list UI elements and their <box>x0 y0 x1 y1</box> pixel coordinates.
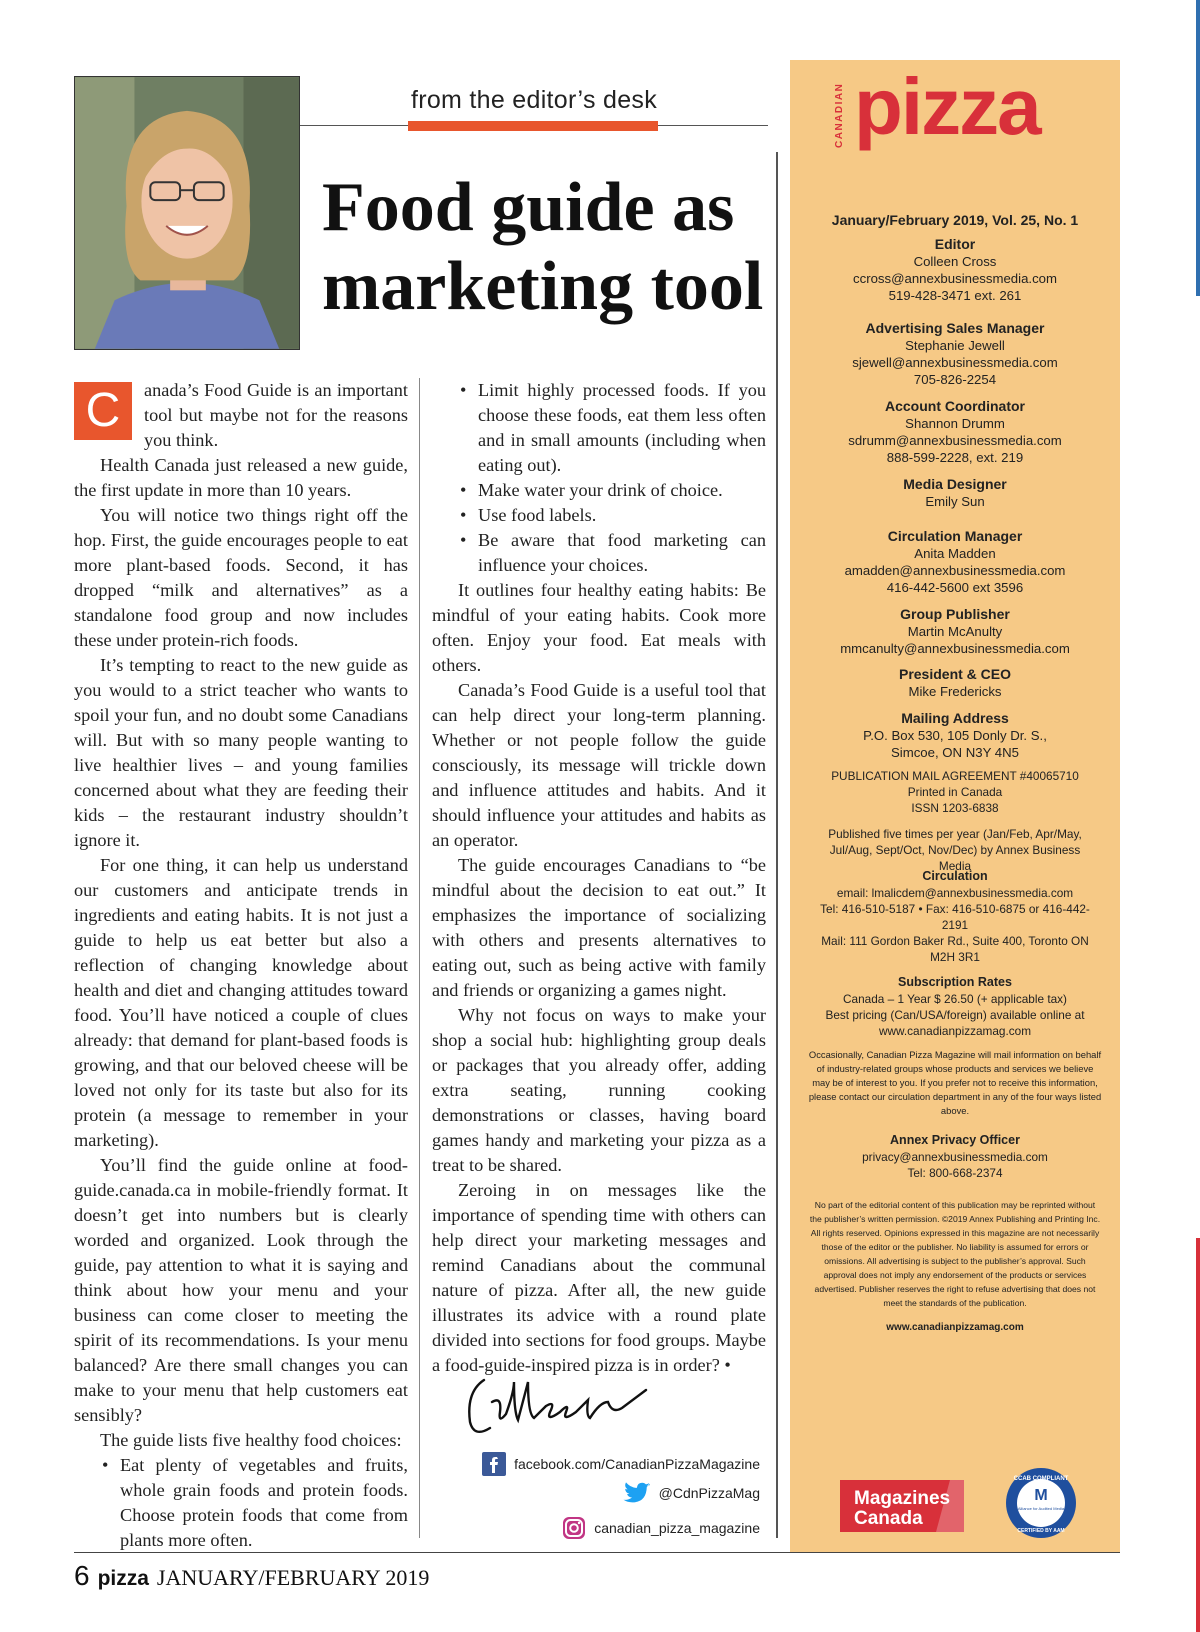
issn: ISSN 1203-6838 <box>911 801 999 815</box>
list-item: • Eat plenty of vegetables and fruits, whole grain foods and protein foods. Choose protein foods that come from plants more often. <box>74 1453 408 1553</box>
editor-portrait-icon <box>75 77 299 349</box>
disclaimer-text: No part of the editorial content of this publication may be reprinted without the publisher’s written permission. ©2019 Annex Publishing and Printing Inc. All rights reserved. Opinions expressed in this magazine are not necessarily those of the editor or the publisher. No liability is assumed for errors or omissions. All advertising is subject to the publisher’s approval. Such approval does not imply any endorsement of the products or services advertised. Publisher reserves the right to refuse advertising that does not meet the standards of the publication. <box>809 1200 1101 1308</box>
facebook-handle: facebook.com/CanadianPizzaMagazine <box>514 1456 760 1472</box>
canadian-pizza-logo <box>830 68 1070 158</box>
masthead-subscriptions <box>790 974 1120 1039</box>
masthead-designer <box>790 476 1120 510</box>
twitter-icon <box>623 1482 651 1504</box>
masthead-frequency <box>790 826 1120 874</box>
editor-photo <box>74 76 300 350</box>
paragraph: The guide lists five healthy food choices: <box>100 1430 402 1450</box>
person-name: Stephanie Jewell <box>905 338 1005 353</box>
website-link[interactable]: www.canadianpizzamag.com <box>886 1322 1024 1333</box>
food-choices-list <box>74 1453 408 1553</box>
role-title: Annex Privacy Officer <box>890 1133 1020 1147</box>
person-phone: 519-428-3471 ext. 261 <box>888 288 1022 303</box>
role-title: Circulation <box>922 869 988 883</box>
masthead-publisher <box>790 606 1120 657</box>
footer-issue: JANUARY/FEBRUARY 2019 <box>156 1565 430 1590</box>
article-headline: Food guide as marketing tool <box>322 169 764 325</box>
masthead-advertising <box>790 320 1120 388</box>
drop-cap: C <box>74 382 132 440</box>
svg-text:M: M <box>1034 1487 1048 1504</box>
masthead-editor <box>790 236 1120 304</box>
person-phone: 705-826-2254 <box>913 372 997 387</box>
paragraph <box>74 378 408 453</box>
section-kicker: from the editor’s desk <box>410 86 658 114</box>
page-number: 6 <box>74 1560 90 1591</box>
subs-line: Canada – 1 Year $ 26.50 (+ applicable tax) <box>843 992 1067 1006</box>
mc-line-1: Magazines <box>854 1488 951 1509</box>
instagram-handle: canadian_pizza_magazine <box>594 1520 760 1536</box>
person-name: Shannon Drumm <box>905 416 1005 431</box>
role-title: Account Coordinator <box>885 398 1025 414</box>
masthead-ceo <box>790 666 1120 700</box>
masthead-account <box>790 398 1120 466</box>
paragraph: Canada’s Food Guide is a useful tool that can help direct your long-term planning. Whether or not people follow the guide consciously, its message will trickle down and influence attitudes and habits. And it should influence your attitudes and habits as an operator. <box>432 680 766 850</box>
printed-in: Printed in Canada <box>907 785 1003 799</box>
paragraph: You will notice two things right off the hop. First, the guide encourages people to eat more plant-based foods. Second, it has dropped “milk and alternatives” as a standalone food group and now includes these under protein-rich foods. <box>74 505 408 650</box>
logo-small-text: CANADIAN <box>834 82 845 148</box>
paragraph: Zeroing in on messages like the importance of spending time with others can help direct your marketing messages and remind Canadians about the communal nature of pizza. After all, the new guide illustrates its advice with a round plate divided into sections for food groups. Maybe a food-guide-inspired pizza is in order? • <box>432 1180 766 1375</box>
magazines-canada-logo <box>840 1480 964 1532</box>
paragraph: Health Canada just released a new guide, the first update in more than 10 years. <box>74 455 408 500</box>
seal-bottom-text: CERTIFIED BY AAM <box>1017 1528 1065 1534</box>
mail-agreement: PUBLICATION MAIL AGREEMENT #40065710 <box>831 769 1079 783</box>
person-name: Emily Sun <box>925 494 985 509</box>
instagram-link[interactable] <box>562 1516 760 1540</box>
seal-mid-text: Alliance for Audited Media <box>1017 1506 1065 1511</box>
paragraph-text: anada’s Food Guide is an important tool but maybe not for the reasons you think. <box>144 380 408 450</box>
person-email[interactable]: sdrumm@annexbusinessmedia.com <box>848 433 1062 448</box>
paragraph: For one thing, it can help us understand our customers and anticipate trends in ingredients and eating habits. It is not just a guide to help us eat better but also a reflection of changing knowledge about health and diet and changing attitudes toward food. You’ll have noticed a couple of clues already: that demand for plant-based foods is growing, and that our beloved cheese will be loved not only for its taste but also for its protein (a message to remember in your marketing). <box>74 855 408 1150</box>
facebook-link[interactable] <box>482 1452 760 1476</box>
instagram-icon <box>562 1516 586 1540</box>
list-item: • Use food labels. <box>432 503 766 528</box>
masthead-notice <box>790 1048 1120 1118</box>
list-item: • Make water your drink of choice. <box>432 478 766 503</box>
sidebar-divider <box>776 152 778 1538</box>
paragraph: It’s tempting to react to the new guide as you would to a strict teacher who wants to spoil your fun, and no doubt some Canadians will. But with so many people wanting to live healthier lives – and young families concerned about what they are feeding their kids – the restaurant industry shouldn’t ignore it. <box>74 655 408 850</box>
paragraph: It outlines four healthy eating habits: Be mindful of your eating habits. Cook more often. Enjoy your food. Eat meals with others. <box>432 580 766 675</box>
edge-tab-red <box>1196 1238 1200 1632</box>
person-name: Martin McAnulty <box>907 624 1003 639</box>
person-name: Colleen Cross <box>913 254 997 269</box>
circulation-mail: Mail: 111 Gordon Baker Rd., Suite 400, Toronto ON M2H 3R1 <box>821 934 1089 964</box>
circulation-tel: Tel: 416-510-5187 • Fax: 416-510-6875 or 416-442-2191 <box>820 902 1090 932</box>
masthead-circulation <box>790 868 1120 965</box>
twitter-handle: @CdnPizzaMag <box>658 1485 760 1501</box>
role-title: Subscription Rates <box>898 975 1012 989</box>
masthead-mailing-address <box>790 710 1120 761</box>
person-name: Mike Fredericks <box>908 684 1002 699</box>
role-title: Advertising Sales Manager <box>865 320 1045 336</box>
issue-line: January/February 2019, Vol. 25, No. 1 <box>831 212 1079 228</box>
page-footer <box>74 1560 429 1592</box>
article-column-2 <box>432 378 766 1378</box>
ccab-compliant-seal <box>1004 1466 1078 1540</box>
edge-tab-blue <box>1196 0 1200 296</box>
editor-signature <box>462 1362 662 1442</box>
mc-line-2: Canada <box>854 1508 923 1529</box>
person-phone: 888-599-2228, ext. 219 <box>886 450 1024 465</box>
masthead-disclaimer <box>790 1198 1120 1310</box>
paragraph: Why not focus on ways to make your shop a social hub: highlighting group deals or packages that you already offer, adding extra seating, running cooking demonstrations or classes, having board games handy and marketing your pizza as a treat to be shared. <box>432 1005 766 1175</box>
footer-magazine: pizza <box>97 1567 149 1590</box>
list-item: • Be aware that food marketing can influence your choices. <box>432 528 766 578</box>
masthead-sidebar <box>790 60 1120 1552</box>
masthead-privacy <box>790 1132 1120 1181</box>
subs-link[interactable]: www.canadianpizzamag.com <box>878 1024 1032 1038</box>
person-email[interactable]: mmcanulty@annexbusinessmedia.com <box>840 641 1070 656</box>
mailing-notice: Occasionally, Canadian Pizza Magazine will mail information on behalf of industry-related groups whose products and services we believe may be of interest to you. If you prefer not to receive this information, please contact our circulation department in any of the four ways listed above. <box>808 1049 1102 1116</box>
subs-line: Best pricing (Can/USA/foreign) available online at <box>825 1008 1085 1022</box>
publication-frequency: Published five times per year (Jan/Feb, Apr/May, Jul/Aug, Sept/Oct, Nov/Dec) by Annex Business Media <box>828 827 1082 873</box>
twitter-link[interactable] <box>623 1482 760 1504</box>
person-name: Anita Madden <box>914 546 996 561</box>
role-title: Mailing Address <box>901 710 1009 726</box>
circulation-email[interactable]: email: lmalicdem@annexbusinessmedia.com <box>836 886 1074 900</box>
masthead-circulation-manager <box>790 528 1120 596</box>
list-item: • Limit highly processed foods. If you choose these foods, eat them less often and in small amounts (including when eating out). <box>432 378 766 478</box>
column-divider <box>419 378 420 1538</box>
seal-top-text: CCAB COMPLIANT <box>1013 1476 1069 1482</box>
person-email[interactable]: sjewell@annexbusinessmedia.com <box>852 355 1058 370</box>
role-title: Circulation Manager <box>887 528 1023 544</box>
role-title: Editor <box>934 236 976 252</box>
person-phone: 416-442-5600 ext 3596 <box>886 580 1024 595</box>
paragraph: You’ll find the guide online at food-guide.canada.ca in mobile-friendly format. It doesn’t get into numbers but is clearly worded and organized. Look through the guide, pay attention to what it is saying and think about how your menu and your business can come closer to meeting the spirit of its recommendations. Is your menu balanced? Are there small changes you can make to your menu that help customers eat sensibly? <box>74 1155 408 1425</box>
address-line: Simcoe, ON N3Y 4N5 <box>890 745 1020 760</box>
footer-rule <box>74 1552 1120 1553</box>
article-column-1 <box>74 378 408 1553</box>
kicker-accent-bar <box>408 121 658 131</box>
privacy-tel: Tel: 800-668-2374 <box>907 1166 1003 1180</box>
paragraph: The guide encourages Canadians to “be mindful about the decision to eat out.” It emphasizes the importance of socializing with others and presents alternatives to eating out, such as being active with family and friends or organizing a games night. <box>432 855 766 1000</box>
person-email[interactable]: amadden@annexbusinessmedia.com <box>844 563 1066 578</box>
role-title: Group Publisher <box>900 606 1010 622</box>
role-title: President & CEO <box>898 666 1012 682</box>
role-title: Media Designer <box>903 476 1007 492</box>
person-email[interactable]: ccross@annexbusinessmedia.com <box>853 271 1057 286</box>
privacy-email[interactable]: privacy@annexbusinessmedia.com <box>862 1150 1048 1164</box>
address-line: P.O. Box 530, 105 Donly Dr. S., <box>863 728 1047 743</box>
masthead-publication-info <box>790 768 1120 816</box>
facebook-icon <box>482 1452 506 1476</box>
logo-big-text: pizza <box>854 68 1040 151</box>
food-choices-list-continued <box>432 378 766 578</box>
